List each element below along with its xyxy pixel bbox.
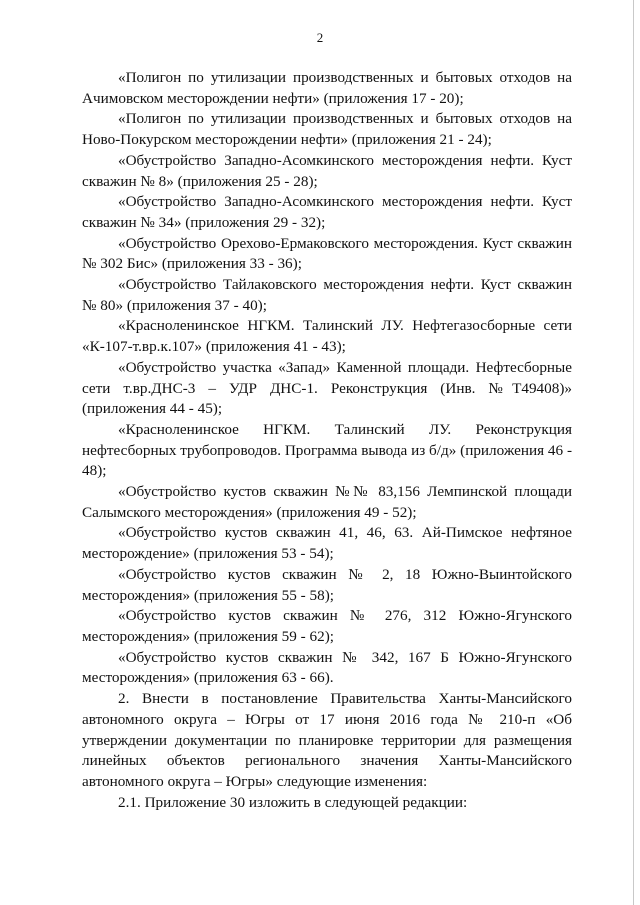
paragraph: «Красноленинское НГКМ. Талинский ЛУ. Нефтегазосборные сети «К-107-т.вр.к.107» (приложения 41 - 43);: [82, 317, 572, 356]
paragraph: «Обустройство Орехово-Ермаковского месторождения. Куст скважин № 302 Бис» (приложения 33 - 36);: [82, 234, 572, 273]
page-number: 2: [316, 30, 324, 45]
paragraph: «Обустройство Тайлаковского месторождения нефти. Куст скважин № 80» (приложения 37 - 40);: [82, 276, 572, 314]
paragraph: 2. Внести в постановление Правительства Ханты-Мансийского автономного округа – Югры от 17 июня 2016 года № 210-п «Об утверждении документации по планировке территории для размещения линейных объектов регионального значения Ханты-Мансийского автономного округа – Югры» следующие изменения:: [82, 690, 572, 790]
paragraph: «Полигон по утилизации производственных и бытовых отходов на Ново-Покурском месторождении нефти» (приложения 21 - 24);: [82, 110, 572, 149]
paragraph: «Обустройство Западно-Асомкинского месторождения нефти. Куст скважин № 34» (приложения 29 - 32);: [82, 193, 572, 231]
paragraph: «Обустройство кустов скважин № 2, 18 Южно-Выинтойского месторождения» (приложения 55 - 58);: [82, 565, 572, 604]
paragraph: «Обустройство кустов скважин № 276, 312 Южно-Ягунского месторождения» (приложения 59 - 62);: [82, 607, 572, 645]
paragraph: «Обустройство Западно-Асомкинского месторождения нефти. Куст скважин № 8» (приложения 25 - 28);: [82, 151, 572, 190]
paragraph: 2.1. Приложение 30 изложить в следующей редакции:: [118, 793, 468, 811]
scan-edge-line: [633, 0, 634, 905]
paragraph: «Обустройство кустов скважин №№ 83,156 Лемпинской площади Салымского месторождения» (приложения 49 - 52);: [82, 483, 572, 521]
paragraph: «Полигон по утилизации производственных и бытовых отходов на Ачимовском месторождении нефти» (приложения 17 - 20);: [82, 69, 572, 107]
paragraph: «Красноленинское НГКМ. Талинский ЛУ. Реконструкция нефтесборных трубопроводов. Программа вывода из б/д» (приложения 46 - 48);: [82, 420, 572, 480]
paragraph: «Обустройство кустов скважин 41, 46, 63. Ай-Пимское нефтяное месторождение» (приложения 53 - 54);: [82, 524, 572, 563]
document-body: [82, 68, 572, 813]
paragraph: «Обустройство участка «Запад» Каменной площади. Нефтесборные сети т.вр.ДНС-3 – УДР ДНС-1. Реконструкция (Инв. №Т49408)» (приложения 44 - 45);: [82, 358, 572, 418]
paragraph: «Обустройство кустов скважин № 342, 167 Б Южно-Ягунского месторождения» (приложения 63 - 66).: [82, 648, 572, 687]
